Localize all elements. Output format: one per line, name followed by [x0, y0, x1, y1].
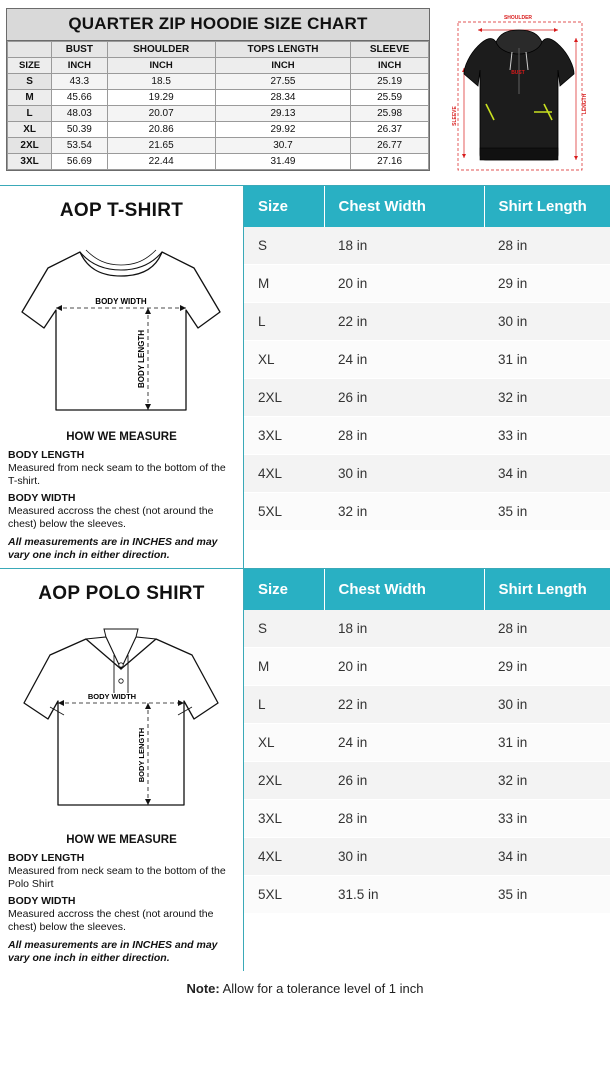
tshirt-col-shirt-length: Shirt Length: [484, 186, 610, 227]
polo-cell-length: 32 in: [484, 762, 610, 800]
hoodie-col-bust: BUST: [52, 42, 107, 58]
hoodie-cell-size: XL: [8, 122, 52, 138]
tshirt-how-we-measure: HOW WE MEASURE: [66, 431, 177, 443]
hoodie-cell-sleeve: 27.16: [351, 154, 429, 170]
polo-cell-length: 31 in: [484, 724, 610, 762]
hoodie-cell-sleeve: 25.98: [351, 106, 429, 122]
tshirt-left-panel: [0, 186, 243, 568]
hoodie-cell-sleeve: 25.59: [351, 90, 429, 106]
polo-note: All measurements are in INCHES and may vary one inch in either direction.: [8, 939, 218, 964]
table-row: [244, 610, 610, 648]
polo-cell-length: 35 in: [484, 876, 610, 914]
hoodie-cell-size: M: [8, 90, 52, 106]
hoodie-cell-tops-length: 29.92: [215, 122, 350, 138]
tshirt-title: AOP T-SHIRT: [59, 200, 184, 221]
hoodie-cell-shoulder: 21.65: [107, 138, 215, 154]
hoodie-cell-bust: 45.66: [52, 90, 107, 106]
table-row: [244, 838, 610, 876]
hoodie-cell-shoulder: 22.44: [107, 154, 215, 170]
polo-cell-size: 4XL: [244, 838, 324, 876]
tshirt-col-chest-width: Chest Width: [324, 186, 484, 227]
hoodie-cell-sleeve: 26.77: [351, 138, 429, 154]
tshirt-diagram-svg: [8, 224, 235, 429]
hoodie-col-tops-length: TOPS LENGTH: [215, 42, 350, 58]
tshirt-section: [0, 185, 610, 568]
hoodie-size-chart-section: [0, 0, 610, 185]
table-header-row: [244, 569, 610, 610]
hoodie-cell-shoulder: 20.86: [107, 122, 215, 138]
tshirt-cell-size: M: [244, 265, 324, 303]
tshirt-label-body-width: BODY WIDTH: [95, 297, 147, 306]
hoodie-chart-title: QUARTER ZIP HOODIE SIZE CHART: [7, 9, 429, 41]
polo-size-table: [244, 569, 610, 914]
tshirt-cell-chest: 22 in: [324, 303, 484, 341]
hoodie-label-bust: BUST: [511, 70, 525, 76]
polo-cell-size: S: [244, 610, 324, 648]
table-row: [244, 876, 610, 914]
hoodie-cell-tops-length: 31.49: [215, 154, 350, 170]
table-row: [8, 90, 429, 106]
table-header-row: [244, 186, 610, 227]
tshirt-cell-chest: 20 in: [324, 265, 484, 303]
polo-cell-length: 30 in: [484, 686, 610, 724]
tshirt-body-width-label: BODY WIDTH: [8, 492, 76, 504]
tshirt-cell-size: S: [244, 227, 324, 265]
hoodie-cell-shoulder: 20.07: [107, 106, 215, 122]
hoodie-unit-shoulder: INCH: [107, 58, 215, 74]
tshirt-cell-length: 31 in: [484, 341, 610, 379]
hoodie-cell-sleeve: 26.37: [351, 122, 429, 138]
hoodie-cell-tops-length: 27.55: [215, 74, 350, 90]
hoodie-cell-size: 3XL: [8, 154, 52, 170]
hoodie-col-shoulder: SHOULDER: [107, 42, 215, 58]
table-header-row: [8, 42, 429, 58]
hoodie-cell-size: S: [8, 74, 52, 90]
polo-cell-size: 3XL: [244, 800, 324, 838]
polo-cell-length: 34 in: [484, 838, 610, 876]
polo-body-width-label: BODY WIDTH: [8, 895, 76, 907]
hoodie-unit-sleeve: INCH: [351, 58, 429, 74]
hoodie-cell-size: L: [8, 106, 52, 122]
table-row: [244, 227, 610, 265]
hoodie-cell-tops-length: 29.13: [215, 106, 350, 122]
table-row: [244, 800, 610, 838]
tshirt-cell-size: 3XL: [244, 417, 324, 455]
hoodie-cell-bust: 50.39: [52, 122, 107, 138]
table-row: [244, 648, 610, 686]
table-units-row: [8, 58, 429, 74]
table-row: [244, 379, 610, 417]
tshirt-cell-chest: 30 in: [324, 455, 484, 493]
tshirt-col-size: Size: [244, 186, 324, 227]
tshirt-cell-chest: 18 in: [324, 227, 484, 265]
hoodie-diagram-svg: [434, 8, 604, 183]
tshirt-note: All measurements are in INCHES and may vary one inch in either direction.: [8, 536, 218, 561]
polo-right-panel: [243, 569, 610, 971]
polo-cell-size: 5XL: [244, 876, 324, 914]
hoodie-cell-sleeve: 25.19: [351, 74, 429, 90]
table-row: [8, 138, 429, 154]
polo-body-length-label: BODY LENGTH: [8, 852, 85, 864]
polo-cell-length: 33 in: [484, 800, 610, 838]
tshirt-cell-length: 28 in: [484, 227, 610, 265]
hoodie-col-sleeve: SLEEVE: [351, 42, 429, 58]
hoodie-cell-bust: 53.54: [52, 138, 107, 154]
tshirt-cell-length: 34 in: [484, 455, 610, 493]
tshirt-cell-chest: 32 in: [324, 493, 484, 531]
polo-how-we-measure: HOW WE MEASURE: [66, 834, 177, 846]
polo-cell-size: M: [244, 648, 324, 686]
tshirt-body-width-text: Measured accross the chest (not around the chest) below the sleeves.: [8, 505, 214, 530]
polo-title: AOP POLO SHIRT: [38, 583, 205, 604]
polo-col-size: Size: [244, 569, 324, 610]
polo-cell-length: 29 in: [484, 648, 610, 686]
tshirt-body-length-text: Measured from neck seam to the bottom of the T-shirt.: [8, 462, 226, 487]
polo-body-length-text: Measured from neck seam to the bottom of the Polo Shirt: [8, 865, 226, 890]
tshirt-body-length-label: BODY LENGTH: [8, 449, 85, 461]
tolerance-note: [0, 971, 610, 1002]
hoodie-cell-bust: 43.3: [52, 74, 107, 90]
polo-section: [0, 568, 610, 971]
tolerance-note-text: Allow for a tolerance level of 1 inch: [219, 981, 424, 996]
hoodie-label-length: LENGTH: [582, 93, 588, 115]
table-row: [8, 106, 429, 122]
tshirt-size-table: [244, 186, 610, 531]
polo-cell-chest: 24 in: [324, 724, 484, 762]
table-row: [244, 265, 610, 303]
polo-cell-chest: 28 in: [324, 800, 484, 838]
table-row: [244, 455, 610, 493]
table-row: [244, 724, 610, 762]
hoodie-chart-table-wrap: [6, 8, 430, 171]
tshirt-right-panel: [243, 186, 610, 568]
table-row: [244, 341, 610, 379]
hoodie-unit-tops-length: INCH: [215, 58, 350, 74]
polo-cell-chest: 18 in: [324, 610, 484, 648]
tshirt-cell-chest: 28 in: [324, 417, 484, 455]
tshirt-cell-size: XL: [244, 341, 324, 379]
polo-cell-chest: 22 in: [324, 686, 484, 724]
polo-cell-chest: 31.5 in: [324, 876, 484, 914]
polo-cell-chest: 30 in: [324, 838, 484, 876]
table-row: [244, 493, 610, 531]
tshirt-cell-size: 2XL: [244, 379, 324, 417]
polo-left-panel: [0, 569, 243, 971]
polo-cell-size: XL: [244, 724, 324, 762]
tshirt-cell-size: L: [244, 303, 324, 341]
hoodie-cell-shoulder: 19.29: [107, 90, 215, 106]
tshirt-cell-size: 4XL: [244, 455, 324, 493]
tshirt-cell-length: 29 in: [484, 265, 610, 303]
polo-body-width-text: Measured accross the chest (not around the chest) below the sleeves.: [8, 908, 214, 933]
tolerance-note-prefix: Note:: [186, 981, 220, 996]
hoodie-cell-tops-length: 28.34: [215, 90, 350, 106]
tshirt-cell-length: 32 in: [484, 379, 610, 417]
hoodie-size-table: [7, 41, 429, 170]
polo-cell-chest: 26 in: [324, 762, 484, 800]
hoodie-cell-bust: 56.69: [52, 154, 107, 170]
tshirt-cell-length: 30 in: [484, 303, 610, 341]
polo-cell-length: 28 in: [484, 610, 610, 648]
table-row: [244, 762, 610, 800]
table-row: [244, 303, 610, 341]
tshirt-cell-size: 5XL: [244, 493, 324, 531]
hoodie-cell-shoulder: 18.5: [107, 74, 215, 90]
tshirt-label-body-length: BODY LENGTH: [137, 329, 146, 389]
polo-col-chest-width: Chest Width: [324, 569, 484, 610]
polo-label-body-width: BODY WIDTH: [87, 692, 137, 701]
hoodie-label-sleeve: SLEEVE: [452, 106, 458, 126]
table-row: [244, 417, 610, 455]
polo-cell-size: L: [244, 686, 324, 724]
polo-cell-chest: 20 in: [324, 648, 484, 686]
table-row: [244, 686, 610, 724]
hoodie-cell-bust: 48.03: [52, 106, 107, 122]
tshirt-cell-length: 35 in: [484, 493, 610, 531]
hoodie-cell-tops-length: 30.7: [215, 138, 350, 154]
polo-measure-desc: [8, 852, 235, 965]
hoodie-cell-size: 2XL: [8, 138, 52, 154]
hoodie-label-shoulder: SHOULDER: [503, 15, 533, 21]
polo-diagram-svg: [8, 607, 235, 832]
polo-cell-size: 2XL: [244, 762, 324, 800]
tshirt-cell-chest: 26 in: [324, 379, 484, 417]
tshirt-measure-desc: [8, 449, 235, 562]
hoodie-unit-bust: INCH: [52, 58, 107, 74]
table-row: [8, 74, 429, 90]
tshirt-cell-chest: 24 in: [324, 341, 484, 379]
tshirt-cell-length: 33 in: [484, 417, 610, 455]
polo-col-shirt-length: Shirt Length: [484, 569, 610, 610]
hoodie-unit-size: SIZE: [8, 58, 52, 74]
hoodie-col-blank: [8, 42, 52, 58]
table-row: [8, 154, 429, 170]
table-row: [8, 122, 429, 138]
hoodie-illustration: [434, 8, 604, 183]
polo-label-body-length: BODY LENGTH: [137, 727, 146, 783]
